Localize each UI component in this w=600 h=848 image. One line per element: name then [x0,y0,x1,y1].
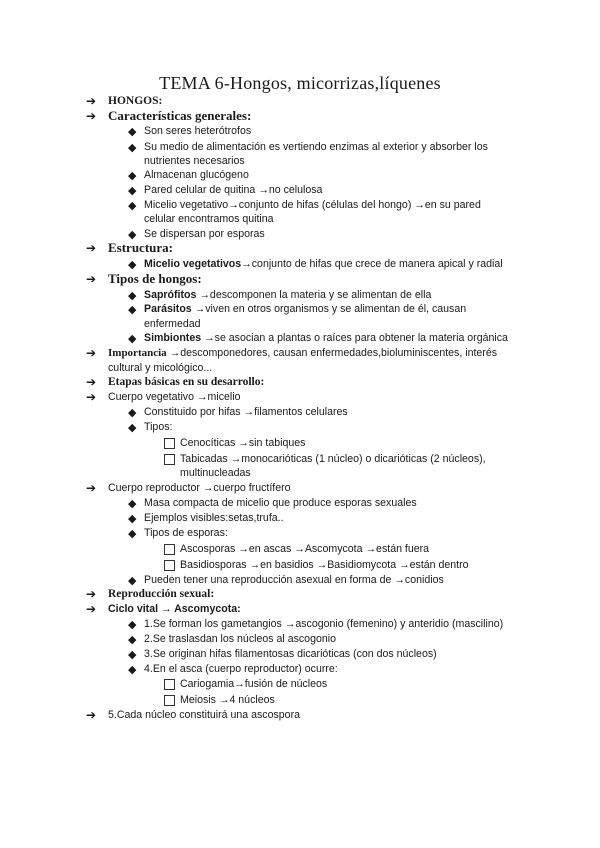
list-text: Constituido por hifas →filamentos celulares [144,406,348,418]
list-text: cultural y micológico... [108,362,213,374]
section-heading: Reproducción sexual: [108,588,215,600]
list-text: Cuerpo vegetativo →micelio [108,391,241,403]
section-heading: Ciclo vital → Ascomycota: [108,603,241,615]
definition: →descomponen la materia y se alimentan de ella [196,289,432,301]
arrow-icon: ➔ [86,587,97,601]
checkbox-bullet-icon [164,438,175,449]
term: Importancia [108,347,167,359]
list-text: Tabicadas →monocarióticas (1 núcleo) o dicarióticas (2 núcleos), [180,453,486,465]
list-text: 3.Se originan hifas filamentosas dicarióticas (con dos núcleos) [144,648,437,660]
diamond-bullet-icon: ◆ [128,170,137,182]
definition: →conjunto de hifas que crece de manera apical y radial [241,258,503,270]
arrow-icon: ➔ [86,481,97,495]
diamond-bullet-icon: ◆ [128,142,137,154]
list-text [144,288,431,302]
diamond-bullet-icon: ◆ [128,528,137,540]
list-text: Cuerpo reproductor →cuerpo fructífero [108,482,291,494]
arrow-icon: ➔ [86,94,97,108]
list-text: Pared celular de quitina →no celulosa [144,184,323,196]
list-text: 1.Se forman los gametangios →ascogonio (femenino) y anteridio (mascilino) [144,618,504,630]
list-text: Tipos: [144,421,173,433]
list-text: Basidiosporas →en basidios →Basidiomycota →están dentro [180,559,469,571]
arrow-icon: ➔ [86,109,97,123]
page-title: TEMA 6-Hongos, micorrizas,líquenes [159,73,441,93]
checkbox-bullet-icon [164,679,175,690]
diamond-bullet-icon: ◆ [128,634,137,646]
checkbox-bullet-icon [164,560,175,571]
section-heading: HONGOS: [108,95,163,107]
checkbox-bullet-icon [164,695,175,706]
diamond-bullet-icon: ◆ [128,619,137,631]
arrow-icon: ➔ [86,390,97,404]
list-text [108,346,497,360]
list-text: Son seres heterótrofos [144,125,252,137]
list-text: nutrientes necesarios [144,155,245,167]
term: Parásitos [144,303,192,315]
list-text: Cariogamia→fusión de núcleos [180,678,328,690]
list-text: celular encontramos quitina [144,213,274,225]
list-text: Su medio de alimentación es vertiendo enzimas al exterior y absorber los [144,141,488,153]
list-text: Se dispersan por esporas [144,228,265,240]
list-text: enfermedad [144,318,201,330]
section-heading: Estructura: [108,240,173,255]
diamond-bullet-icon: ◆ [128,422,137,434]
definition: →descomponedores, causan enfermedades,bioluminiscentes, interés [166,347,498,359]
definition: →se asocian a plantas o raíces para obtener la materia orgánica [201,332,508,344]
section-heading: Características generales: [108,108,252,123]
diamond-bullet-icon: ◆ [128,407,137,419]
list-text: Pueden tener una reproducción asexual en forma de →conidios [144,574,444,586]
list-text: Meiosis →4 núcleos [180,694,275,706]
diamond-bullet-icon: ◆ [128,126,137,138]
section-heading: Tipos de hongos: [108,271,202,286]
list-text [144,302,466,316]
diamond-bullet-icon: ◆ [128,498,137,510]
list-text [144,257,503,271]
list-text: multinucleadas [180,467,251,479]
arrow-icon: ➔ [86,241,97,255]
section-heading: Etapas básicas en su desarrollo: [108,376,265,388]
diamond-bullet-icon: ◆ [128,513,137,525]
list-text: Tipos de esporas: [144,527,228,539]
list-text: Ejemplos visibles:setas,trufa.. [144,512,284,524]
diamond-bullet-icon: ◆ [128,304,137,316]
diamond-bullet-icon: ◆ [128,575,137,587]
diamond-bullet-icon: ◆ [128,185,137,197]
diamond-bullet-icon: ◆ [128,229,137,241]
list-text: Masa compacta de micelio que produce esporas sexuales [144,497,417,509]
list-text: 5.Cada núcleo constituirá una ascospora [108,709,300,721]
diamond-bullet-icon: ◆ [128,664,137,676]
arrow-icon: ➔ [86,346,97,360]
arrow-icon: ➔ [86,375,97,389]
term: Micelio vegetativos [144,258,242,270]
diamond-bullet-icon: ◆ [128,259,137,271]
definition: →viven en otros organismos y se alimentan de él, causan [191,303,467,315]
arrow-icon: ➔ [86,708,97,722]
list-text: Cenocíticas →sin tabiques [180,437,306,449]
list-text: 2.Se traslasdan los núcleos al ascogonio [144,633,336,645]
list-text: Almacenan glucógeno [144,169,249,181]
checkbox-bullet-icon [164,454,175,465]
list-text: Ascosporas →en ascas →Ascomycota →están fuera [180,543,430,555]
term: Simbiontes [144,332,202,344]
diamond-bullet-icon: ◆ [128,333,137,345]
checkbox-bullet-icon [164,544,175,555]
arrow-icon: ➔ [86,272,97,286]
arrow-icon: ➔ [86,602,97,616]
list-text [144,331,508,345]
diamond-bullet-icon: ◆ [128,290,137,302]
list-text: 4.En el asca (cuerpo reproductor) ocurre: [144,663,338,675]
diamond-bullet-icon: ◆ [128,200,137,212]
diamond-bullet-icon: ◆ [128,649,137,661]
list-text: Micelio vegetativo→conjunto de hifas (células del hongo) →en su pared [144,199,481,211]
term: Saprófitos [144,289,197,301]
